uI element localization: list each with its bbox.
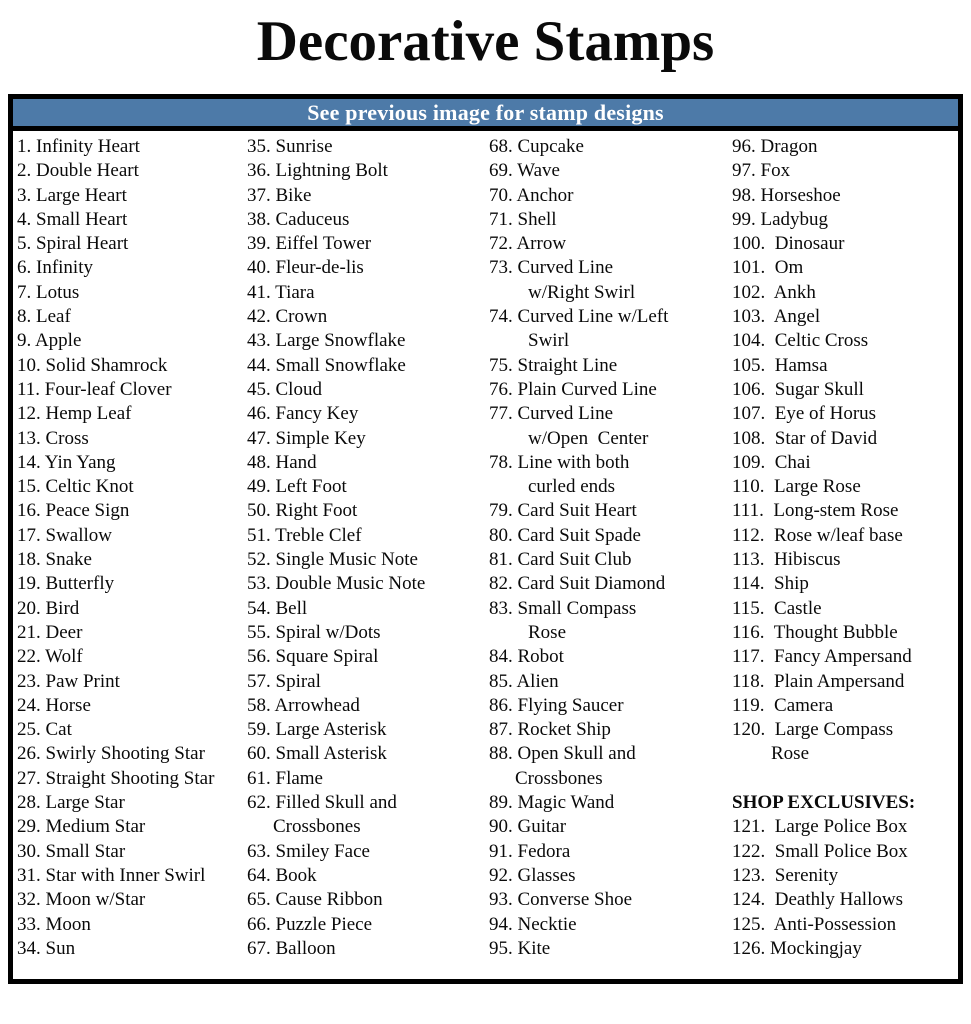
list-line: 32. Moon w/Star — [17, 889, 146, 911]
list-line: 5. Spiral Heart — [17, 233, 129, 255]
banner-text: See previous image for stamp designs — [307, 99, 664, 125]
list-line: 119. Camera — [732, 694, 834, 716]
list-line: 34. Sun — [17, 937, 76, 959]
list-line: 76. Plain Curved Line — [489, 378, 657, 400]
list-line: 33. Moon — [17, 913, 91, 935]
list-line: 80. Card Suit Spade — [489, 524, 641, 546]
list-line: 39. Eiffel Tower — [247, 233, 372, 255]
list-line: 107. Eye of Horus — [732, 403, 877, 425]
list-line: 78. Line with both — [489, 451, 630, 473]
list-line: Rose — [771, 743, 809, 765]
list-line: 98. Horseshoe — [732, 184, 841, 206]
list-line: 89. Magic Wand — [489, 792, 615, 814]
list-line: 84. Robot — [489, 646, 564, 668]
list-line: 77. Curved Line — [489, 403, 614, 425]
list-line: 17. Swallow — [17, 524, 112, 546]
list-line: 21. Deer — [17, 621, 83, 643]
list-line: 13. Cross — [17, 427, 89, 449]
list-line: 67. Balloon — [247, 937, 336, 959]
list-line: 113. Hibiscus — [732, 549, 841, 571]
list-line: 109. Chai — [732, 451, 811, 473]
list-line: 105. Hamsa — [732, 354, 828, 376]
list-line: 61. Flame — [247, 767, 323, 789]
list-line: w/Right Swirl — [528, 281, 636, 303]
list-line: 100. Dinosaur — [732, 233, 845, 255]
list-line: 10. Solid Shamrock — [17, 354, 168, 376]
list-line: 69. Wave — [489, 160, 560, 182]
list-line: 48. Hand — [247, 451, 317, 473]
list-line: 45. Cloud — [247, 378, 322, 400]
list-line: 12. Hemp Leaf — [17, 403, 132, 425]
list-line: 47. Simple Key — [247, 427, 366, 449]
list-line: 118. Plain Ampersand — [732, 670, 905, 692]
list-line: 6. Infinity — [17, 257, 93, 279]
list-line: 92. Glasses — [489, 864, 576, 886]
list-line: 108. Star of David — [732, 427, 878, 449]
list-line: 104. Celtic Cross — [732, 330, 869, 352]
list-line: 25. Cat — [17, 719, 72, 741]
list-line: 87. Rocket Ship — [489, 719, 611, 741]
list-line: 64. Book — [247, 864, 317, 886]
list-line: 18. Snake — [17, 549, 92, 571]
list-line: 96. Dragon — [732, 136, 818, 157]
list-line: w/Open Center — [528, 427, 649, 449]
list-line: 117. Fancy Ampersand — [732, 646, 912, 668]
list-line: curled ends — [528, 476, 616, 498]
list-line: Crossbones — [515, 767, 603, 789]
list-line: 28. Large Star — [17, 792, 125, 814]
list-line: 50. Right Foot — [247, 500, 358, 522]
list-line: 86. Flying Saucer — [489, 694, 624, 716]
list-line: 120. Large Compass — [732, 719, 894, 741]
list-line: 60. Small Asterisk — [247, 743, 387, 765]
list-line: 55. Spiral w/Dots — [247, 621, 381, 643]
list-line: 75. Straight Line — [489, 354, 618, 376]
list-line: Crossbones — [273, 816, 361, 838]
list-line: 68. Cupcake — [489, 136, 584, 157]
list-line: 9. Apple — [17, 330, 82, 352]
list-line: 8. Leaf — [17, 306, 71, 328]
list-line: 106. Sugar Skull — [732, 378, 864, 400]
list-line: 36. Lightning Bolt — [247, 160, 388, 182]
list-line: 58. Arrowhead — [247, 694, 360, 716]
stamp-column-2 — [247, 135, 489, 974]
list-line: 91. Fedora — [489, 840, 571, 862]
list-line: 99. Ladybug — [732, 208, 829, 230]
stamp-column-3 — [489, 135, 732, 974]
list-line: 3. Large Heart — [17, 184, 127, 206]
stamp-column-4 — [732, 135, 962, 974]
list-line: 73. Curved Line — [489, 257, 614, 279]
list-line: 65. Cause Ribbon — [247, 889, 383, 911]
list-line: 52. Single Music Note — [247, 549, 418, 571]
list-line: 22. Wolf — [17, 646, 83, 668]
list-line: 41. Tiara — [247, 281, 315, 303]
list-line: 49. Left Foot — [247, 476, 347, 498]
list-line: 82. Card Suit Diamond — [489, 573, 666, 595]
list-line: 74. Curved Line w/Left — [489, 306, 669, 328]
list-line: 66. Puzzle Piece — [247, 913, 373, 935]
list-line: 24. Horse — [17, 694, 91, 716]
list-line: 15. Celtic Knot — [17, 476, 134, 498]
list-line: 125. Anti-Possession — [732, 913, 897, 935]
list-line: 121. Large Police Box — [732, 816, 908, 838]
list-line: 62. Filled Skull and — [247, 792, 397, 814]
blank-line — [732, 767, 962, 791]
list-line: 70. Anchor — [489, 184, 574, 206]
list-line: 7. Lotus — [17, 281, 80, 303]
list-line: 44. Small Snowflake — [247, 354, 406, 376]
list-line: 97. Fox — [732, 160, 791, 182]
list-line: 101. Om — [732, 257, 804, 279]
list-line: 63. Smiley Face — [247, 840, 370, 862]
list-line: 122. Small Police Box — [732, 840, 908, 862]
list-line: 51. Treble Clef — [247, 524, 362, 546]
list-line: 94. Necktie — [489, 913, 577, 935]
list-line: 35. Sunrise — [247, 136, 333, 157]
list-line: 14. Yin Yang — [17, 451, 116, 473]
list-line: Swirl — [528, 330, 570, 352]
list-line: 110. Large Rose — [732, 476, 861, 498]
list-line: 115. Castle — [732, 597, 822, 619]
list-line: 27. Straight Shooting Star — [17, 767, 215, 789]
list-line: 38. Caduceus — [247, 208, 350, 230]
list-line: 57. Spiral — [247, 670, 321, 692]
list-line: 43. Large Snowflake — [247, 330, 406, 352]
stamp-list — [13, 131, 958, 974]
list-line: 114. Ship — [732, 573, 809, 595]
list-line: 2. Double Heart — [17, 160, 139, 182]
page-title: Decorative Stamps — [256, 10, 715, 73]
list-line: 56. Square Spiral — [247, 646, 379, 668]
list-line: 29. Medium Star — [17, 816, 146, 838]
stamp-column-1 — [17, 135, 247, 974]
list-line: 46. Fancy Key — [247, 403, 359, 425]
list-line: 54. Bell — [247, 597, 308, 619]
list-line: 81. Card Suit Club — [489, 549, 632, 571]
list-line: 116. Thought Bubble — [732, 621, 898, 643]
list-line: 103. Angel — [732, 306, 821, 328]
list-line: 124. Deathly Hallows — [732, 889, 903, 911]
list-line: 16. Peace Sign — [17, 500, 130, 522]
list-line: 79. Card Suit Heart — [489, 500, 637, 522]
list-line: 71. Shell — [489, 208, 557, 230]
list-line: 102. Ankh — [732, 281, 816, 303]
list-line: 88. Open Skull and — [489, 743, 636, 765]
list-line: 112. Rose w/leaf base — [732, 524, 903, 546]
list-line: 53. Double Music Note — [247, 573, 426, 595]
list-line: 111. Long-stem Rose — [732, 500, 899, 522]
list-line: 93. Converse Shoe — [489, 889, 633, 911]
list-line: 11. Four-leaf Clover — [17, 378, 172, 400]
stamp-list-box — [8, 94, 963, 984]
list-line: 23. Paw Print — [17, 670, 120, 692]
list-line: 40. Fleur-de-lis — [247, 257, 364, 279]
list-line: 30. Small Star — [17, 840, 126, 862]
list-line: 31. Star with Inner Swirl — [17, 864, 206, 886]
banner — [13, 99, 958, 131]
list-line: 72. Arrow — [489, 233, 567, 255]
list-line: 42. Crown — [247, 306, 328, 328]
list-line: Rose — [528, 621, 566, 643]
list-line: 123. Serenity — [732, 864, 839, 886]
list-line: 20. Bird — [17, 597, 80, 619]
list-line: 4. Small Heart — [17, 208, 128, 230]
list-line: 126. Mockingjay — [732, 937, 862, 959]
list-line: 59. Large Asterisk — [247, 719, 387, 741]
list-line: 37. Bike — [247, 184, 312, 206]
section-heading: SHOP EXCLUSIVES: — [732, 792, 916, 814]
list-line: 95. Kite — [489, 937, 551, 959]
list-line: 26. Swirly Shooting Star — [17, 743, 205, 765]
list-line: 1. Infinity Heart — [17, 136, 140, 157]
list-line: 90. Guitar — [489, 816, 567, 838]
list-line: 19. Butterfly — [17, 573, 115, 595]
list-line: 85. Alien — [489, 670, 559, 692]
list-line: 83. Small Compass — [489, 597, 637, 619]
